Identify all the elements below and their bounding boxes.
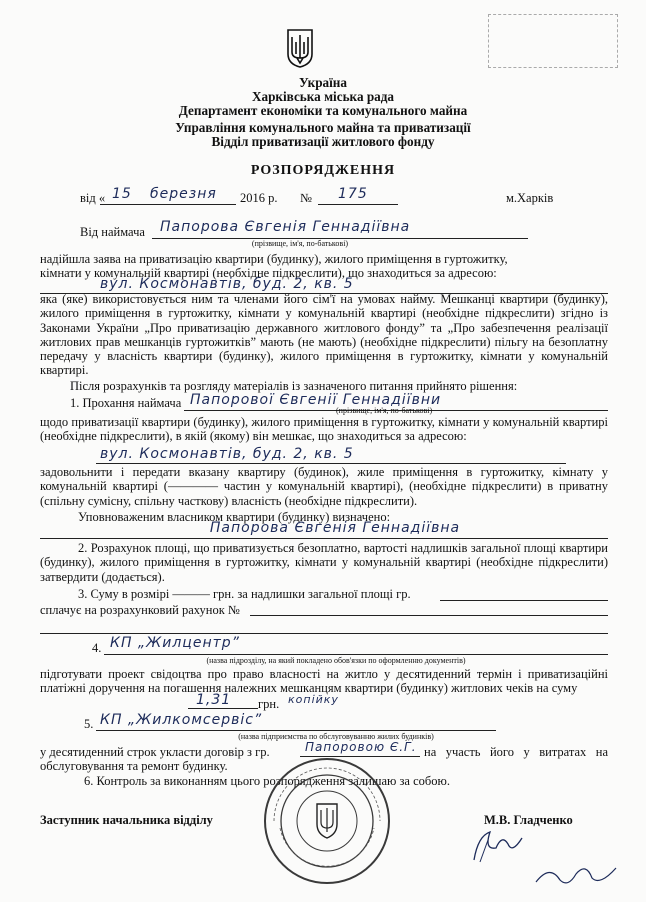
number-underline [318,204,398,205]
intro-address: вул. Космонавтів, буд. 2, кв. 5 [100,276,354,292]
item1-owner-name: Папорова Євгенія Геннадіївна [209,520,461,536]
city-name: м.Харків [506,191,554,205]
item4-org: КП „Жилцентр” [110,635,240,651]
date-prefix: від « [80,191,106,205]
item1-address-underline [96,463,566,464]
item5-number: 5. [84,717,94,731]
document-title: РОЗПОРЯДЖЕННЯ [250,163,396,178]
item4-sum-suffix: грн. [258,697,280,711]
item5-org-underline [96,730,496,731]
item4-sum: 1,31 [196,692,232,708]
item4-caption: (назва підрозділу, на який покладено обов'язки по оформленню документів) [206,656,466,665]
council-name: Харківська міська рада [251,89,395,104]
registration-stamp [488,14,618,68]
item3-account-underline [250,615,608,616]
item4-paragraph: підготувати проект свідоцтва про право власності на житло у десятиденний термін і приватизаційні платіжні доручення на погашення належних мешканцям квартири (будинку) житлових чеків на суму [40,667,608,696]
item4-sum-underline [188,708,258,709]
date-month: березня [150,186,217,202]
item1-name: Папорової Євгенії Геннадіївни [190,392,442,408]
item3-line-1: 3. Суму в розмірі ——— грн. за надлишки загальної площі гр. [78,587,411,601]
department-name: Департамент економіки та комунального майна [178,103,468,118]
applicant-name: Папорова Євгенія Геннадіївна [160,219,411,235]
item5-org: КП „Жилкомсервіс” [100,712,263,728]
signatory-name: М.В. Гладченко [484,813,573,827]
trident-emblem-icon [286,28,314,68]
intro-paragraph: яка (яке) використовується ним та членами його сім'ї на умовах найму. Мешканці квартири (будинку), жилого приміщення в гуртожитку, кімнати у комунальній квартирі (необхідне підкреслити) згідно із Законами України „Про приватизацію державного житлового фонду” та „Про забезпечення реалізації житлових прав мешканців гуртожитків” мають (не мають) (необхідне підкреслити) пільгу на безоплатну передачу у власність квартири (будинку), жилого приміщення в гуртожитку, кімнати у комунальній квартирі. [40,292,608,378]
intro-line-1: надійшла заява на приватизацію квартири (будинку), жилого приміщення в гуртожитку, [40,252,508,266]
applicant-caption: (прізвище, ім'я, по-батькові) [251,239,349,248]
handwritten-signature-icon [468,826,528,866]
item1-paragraph-2: задовольнити і передати вказану квартиру (будинок), жиле приміщення в гуртожитку, кімнату у комунальній квартирі (———— частин у комунальній квартирі), (необхідне підкреслити) в приватну (спільну сумісну, спільну часткову) власність (необхідне підкреслити). [40,465,608,508]
division-name: Відділ приватизації житлового фонду [211,134,435,149]
number-label: № [300,191,312,205]
item1-caption: (прізвище, ім'я, по-батькові) [336,406,433,415]
item3-line-2: сплачує на розрахунковий рахунок № [40,603,240,617]
date-underline [100,204,236,205]
decision-intro: Після розрахунків та розгляду матеріалів із зазначеного питання прийнято рішення: [70,379,518,393]
item1-label: 1. Прохання наймача [70,396,182,410]
item3-person-underline [440,600,608,601]
item1-address: вул. Космонавтів, буд. 2, кв. 5 [100,446,354,462]
date-day: 15 [112,186,132,202]
item5-caption: (назва підприємства по обслуговуванню жилих будинків) [238,732,434,741]
item4-sum-note: копійку [288,693,339,706]
country-name: Україна [299,75,347,90]
corner-signature-icon [530,858,620,894]
item5-text-b: на участь його у витратах на обслуговування та ремонт будинку. [40,745,608,774]
item1-paragraph-1: щодо приватизації квартири (будинку), жилого приміщення в гуртожитку, кімнати у комунальній квартирі (необхідне підкреслити), в якій (якому) він мешкає, що знаходиться за адресою: [40,415,608,444]
official-seal-icon [262,756,392,886]
signatory-position: Заступник начальника відділу [40,813,213,827]
item4-org-underline [104,654,608,655]
item1-owner-underline [40,538,608,539]
document-number: 175 [338,186,368,202]
item2-paragraph: 2. Розрахунок площі, що приватизується безоплатно, вартості надлишків загальної площі квартири (будинку), жилого приміщення в гуртожитку, кімнати у комунальній квартирі (необхідне підкреслити) затвердити (додається). [40,541,608,584]
date-year: 2016 р. [240,191,278,205]
item1-owner-label: Уповноваженим власником квартири (будинку) визначено: [78,510,391,524]
item5-text-a: у десятиденний строк укласти договір з гр. [40,745,270,759]
directorate-name: Управління комунального майна та приватизації [175,120,471,135]
item4-number: 4. [92,641,102,655]
applicant-label: Від наймача [80,225,145,239]
item6-paragraph: 6. Контроль за виконанням цього розпорядження залишаю за собою. [84,774,450,788]
item5-person: Папоровою Є.Г. [305,740,417,754]
intro-line-2: кімнати у комунальній квартирі (необхідне підкреслити), що знаходиться за адресою: [40,266,497,280]
item3-extra-underline [40,633,608,634]
